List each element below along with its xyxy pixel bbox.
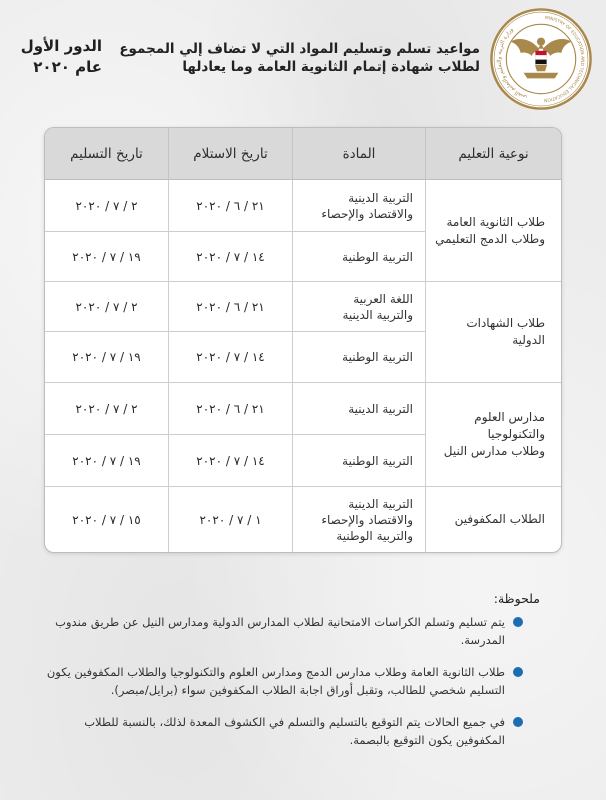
schedule-table <box>45 128 561 552</box>
table-row <box>45 487 561 552</box>
note-text: في جميع الحالات يتم التوقيع بالتسليم والتسلم في الكشوف المعدة لذلك، بالنسبة للطلاب المكفوفين يكون التوقيع بالبصمة. <box>84 715 505 747</box>
delivery-date-cell: ١٩ / ٧ / ٢٠٢٠ <box>45 435 168 487</box>
column-header-receipt-date: تاريخ الاستلام <box>168 128 292 180</box>
bullet-dot-icon <box>513 617 523 627</box>
education-type-cell: طلاب الشهادات الدولية <box>425 282 561 383</box>
receipt-date-cell: ٢١ / ٦ / ٢٠٢٠ <box>168 180 292 232</box>
column-header-delivery-date: تاريخ التسليم <box>45 128 168 180</box>
delivery-date-cell: ٢ / ٧ / ٢٠٢٠ <box>45 282 168 332</box>
schedule-table-card <box>44 127 562 553</box>
notes-list <box>45 613 529 763</box>
note-text: يتم تسليم وتسلم الكراسات الامتحانية لطلاب المدارس الدولية ومدارس النيل عن طريق مندوب المدرسة. <box>55 615 505 647</box>
bullet-dot-icon <box>513 717 523 727</box>
delivery-date-cell: ١٩ / ٧ / ٢٠٢٠ <box>45 332 168 383</box>
page-title-line2: لطلاب شهادة إتمام الثانوية العامة وما يعادلها <box>182 59 480 75</box>
column-header-education-type: نوعية التعليم <box>425 128 561 180</box>
receipt-date-cell: ١٤ / ٧ / ٢٠٢٠ <box>168 332 292 383</box>
subject-cell: التربية الوطنية <box>292 435 425 487</box>
delivery-date-cell: ٢ / ٧ / ٢٠٢٠ <box>45 383 168 435</box>
receipt-date-cell: ١٤ / ٧ / ٢٠٢٠ <box>168 435 292 487</box>
bullet-dot-icon <box>513 667 523 677</box>
logo-arabic-textpath: وزارة التربية والتعليم والتعليم الفني <box>496 26 529 101</box>
note-item <box>45 613 529 649</box>
education-type-cell: مدارس العلوم والتكنولوجيا وطلاب مدارس النيل <box>425 383 561 487</box>
subject-cell: التربية الوطنية <box>292 232 425 282</box>
subject-cell: التربية الوطنية <box>292 332 425 383</box>
education-type-cell: طلاب الثانوية العامة وطلاب الدمج التعليمي <box>425 180 561 282</box>
note-item <box>45 663 529 699</box>
exam-year-label: عام ٢٠٢٠ <box>33 58 102 76</box>
column-header-subject: المادة <box>292 128 425 180</box>
receipt-date-cell: ٢١ / ٦ / ٢٠٢٠ <box>168 282 292 332</box>
education-type-cell: الطلاب المكفوفين <box>425 487 561 552</box>
exam-round-label: الدور الأول <box>20 37 102 55</box>
receipt-date-cell: ١ / ٧ / ٢٠٢٠ <box>168 487 292 552</box>
notes-title: ملحوظة: <box>493 591 540 606</box>
page-title-line1: مواعيد تسلم وتسليم المواد التي لا تضاف إلي المجموع <box>119 41 480 57</box>
receipt-date-cell: ٢١ / ٦ / ٢٠٢٠ <box>168 383 292 435</box>
logo-english-textpath: MINISTRY OF EDUCATION AND TECHNICAL EDUCATION <box>543 15 585 103</box>
note-item <box>45 713 529 749</box>
table-row <box>45 383 561 435</box>
note-text: طلاب الثانوية العامة وطلاب مدارس الدمج ومدارس العلوم والتكنولوجيا والطلاب المكفوفين يكون التسليم شخصي للطالب، وتقبل أوراق اجابة الطلاب المكفوفين سواء (برايل/مبصر). <box>46 665 505 697</box>
delivery-date-cell: ٢ / ٧ / ٢٠٢٠ <box>45 180 168 232</box>
table-row <box>45 282 561 332</box>
table-header-row <box>45 128 561 180</box>
delivery-date-cell: ١٩ / ٧ / ٢٠٢٠ <box>45 232 168 282</box>
table-row <box>45 180 561 232</box>
receipt-date-cell: ١٤ / ٧ / ٢٠٢٠ <box>168 232 292 282</box>
subject-cell: اللغة العربية والتربية الدينية <box>292 282 425 332</box>
ministry-logo <box>490 8 592 110</box>
subject-cell: التربية الدينية والاقتصاد والإحصاء <box>292 180 425 232</box>
delivery-date-cell: ١٥ / ٧ / ٢٠٢٠ <box>72 512 141 527</box>
subject-cell: التربية الدينية والاقتصاد والإحصاء والتربية الوطنية <box>292 487 425 552</box>
subject-cell: التربية الدينية <box>292 383 425 435</box>
